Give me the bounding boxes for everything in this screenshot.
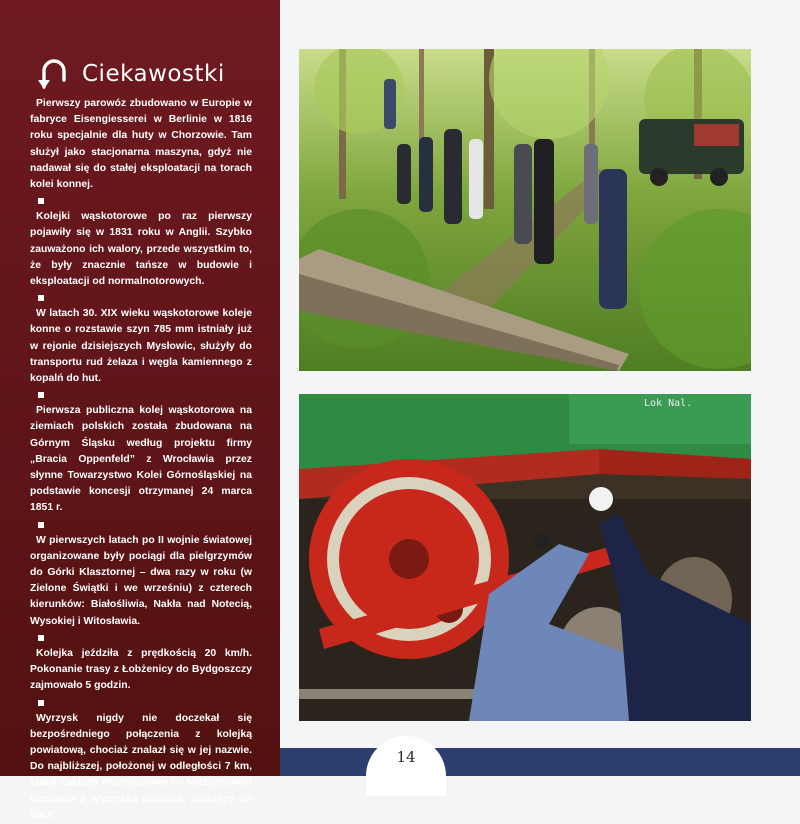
separator-square xyxy=(38,700,44,706)
fact-paragraph: Pierwsza publiczna kolej wąskotorowa na ziemiach polskich została zbudowana na Górnym Śląsku według projektu firmy „Bracia Oppenfeld” z Wrocławia przez słynne Towarzystwo Kolei Górnośląskiej na podstawie koncesji otrzymanej 24 marca 1851 r. xyxy=(30,405,252,514)
separator-square xyxy=(38,522,44,528)
fact-paragraph: Pierwszy parowóz zbudowano w Europie w fabryce Eisengiesserei w Berlinie w 1816 roku specjalnie dla huty w Chorzowie. Tam służył jako stacjonarna maszyna, gdyż nie nadawał się do stałej eksploatacji na torach kolei konnej. xyxy=(30,98,252,191)
page-title: Ciekawostki xyxy=(82,61,225,87)
forest-track-illustration xyxy=(299,49,751,371)
fact-paragraph: Kolejka jeździła z prędkością 20 km/h. Pokonanie trasy z Łobżenicy do Bydgoszczy zajmowało 5 godzin. xyxy=(30,647,252,692)
separator-square xyxy=(38,635,44,641)
sidebar-panel xyxy=(0,0,280,821)
footer-band xyxy=(280,748,800,776)
fact-paragraph: W pierwszych latach po II wojnie światowej organizowane były pociągi dla pielgrzymów do Górki Klasztornej – dwa razy w roku (w Zielone Świątki i we wrześniu) z czterech kierunków: Białośliwia, Nakła nad Notecią, Wysokiej i Witosławia. xyxy=(30,534,252,627)
locomotive-marking: Lok Nal. xyxy=(644,398,693,409)
page-number-tab xyxy=(366,736,446,796)
page-number: 14 xyxy=(396,748,416,766)
sidebar-heading xyxy=(36,56,225,92)
separator-square xyxy=(38,392,44,398)
locomotive-wheel-illustration xyxy=(299,394,751,721)
fact-paragraph: Kolejki wąskotorowe po raz pierwszy pojawiły się w 1831 roku w Anglii. Szybko zauważono ich walory, przede wszystkim to, że były znacznie tańsze w budowie i eksploatacji od normalnotorowych. xyxy=(30,211,252,288)
locomotive-repair-photo xyxy=(299,394,751,721)
fact-paragraph: W latach 30. XIX wieku wąskotorowe koleje konne o rozstawie szyn 785 mm istniały już w rejonie dzisiejszych Mysłowic, służyły do transportu rud żelaza i węgla kamiennego z kopalń do hut. xyxy=(30,308,252,385)
separator-square xyxy=(38,198,44,204)
facts-list xyxy=(30,96,252,824)
separator-square xyxy=(38,295,44,301)
u-turn-arrow-icon xyxy=(36,56,72,92)
forest-track-photo xyxy=(299,49,751,371)
fact-paragraph: Wyrzysk nigdy nie doczekał się bezpośredniego połączenia z kolejką powiatową, chociaż znalazł się w jej nazwie. Do najbliższej, położonej w odległości 7 km, stacji Zakłady Przemysłowe (w Nieżychowie) kursował z Wyrzyska autobus, należący do WKP. xyxy=(30,712,252,821)
